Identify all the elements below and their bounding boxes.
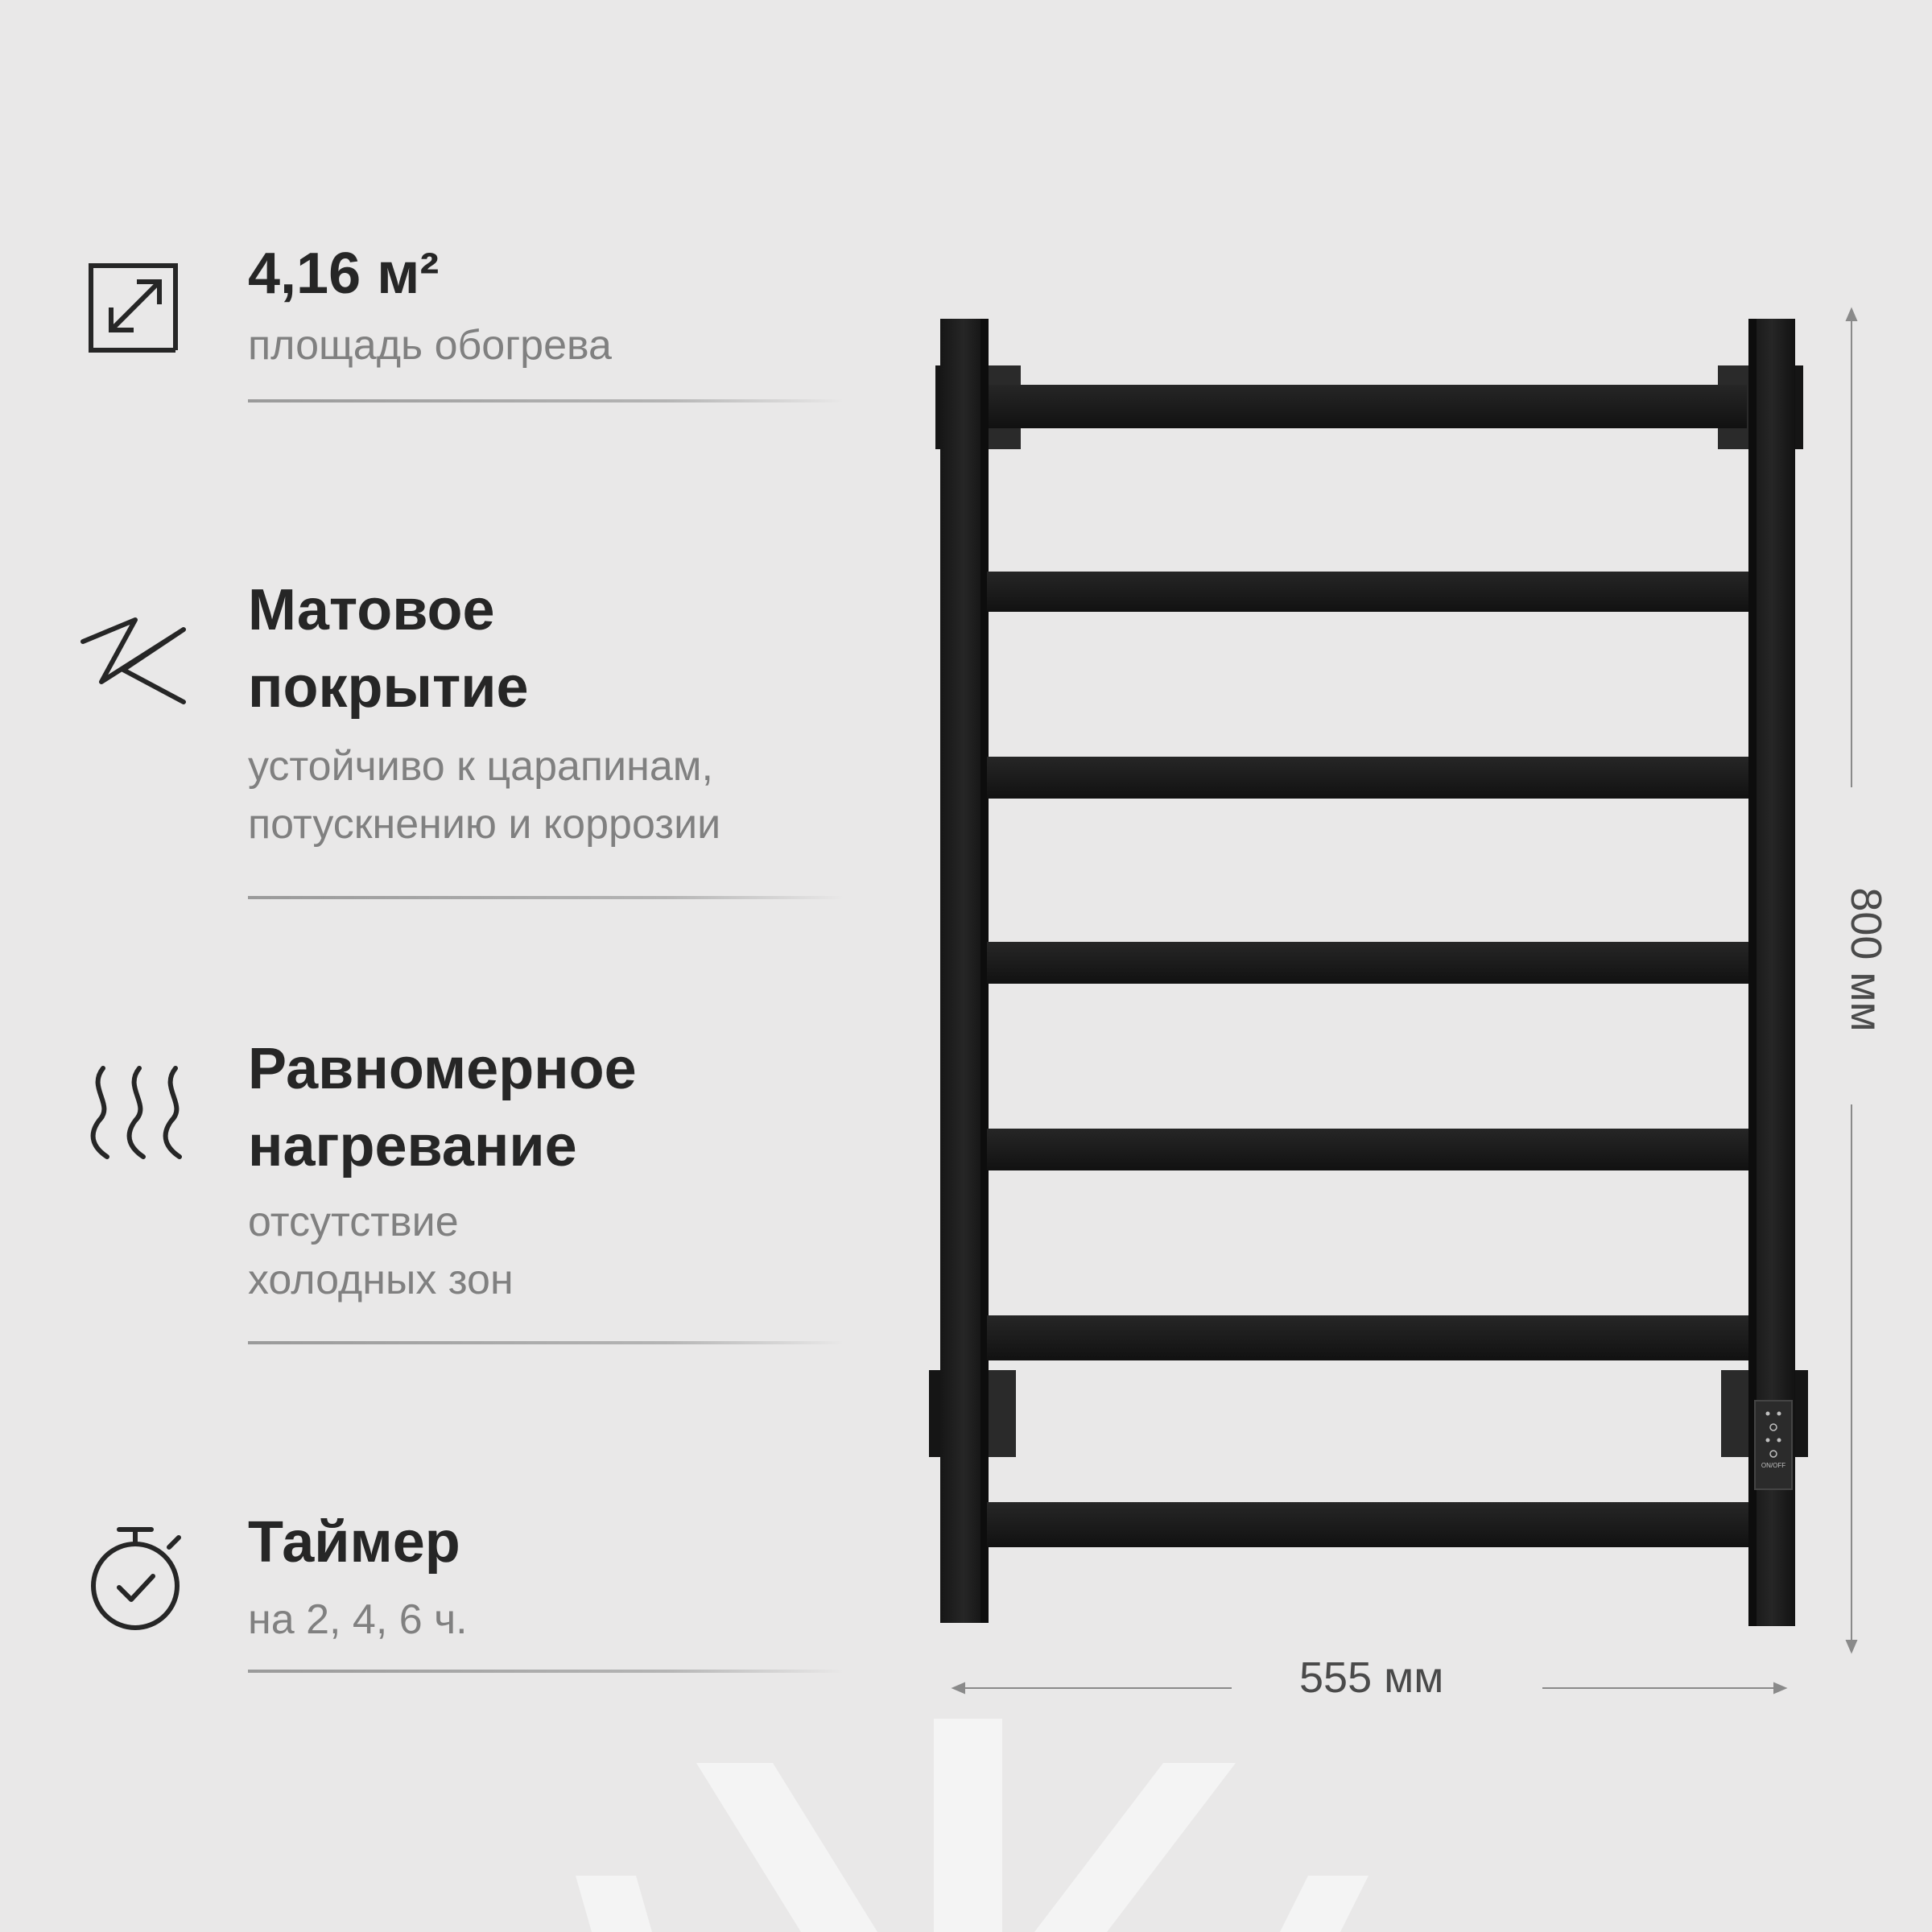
feature-subtitle: на 2, 4, 6 ч. xyxy=(248,1596,468,1643)
left-post xyxy=(940,319,987,1623)
width-label: 555 мм xyxy=(1299,1653,1444,1702)
feature-subtitle-line-1: отсутствие xyxy=(248,1199,459,1245)
rung xyxy=(987,1129,1748,1170)
control-panel xyxy=(1755,1401,1792,1489)
feature-subtitle: площадь обогрева xyxy=(248,322,612,369)
rung xyxy=(987,1315,1748,1360)
rung xyxy=(987,757,1748,799)
rung xyxy=(987,942,1748,984)
power-label: ON/OFF xyxy=(1761,1462,1786,1469)
feature-subtitle-line-1: устойчиво к царапинам, xyxy=(248,743,713,790)
rung xyxy=(987,572,1748,612)
height-label: 800 мм xyxy=(1842,887,1890,1032)
feature-subtitle-line-2: холодных зон xyxy=(248,1257,514,1303)
feature-title-line-1: Матовое xyxy=(248,578,495,642)
feature-title: 4,16 м² xyxy=(248,242,440,306)
feature-title-line-1: Равномерное xyxy=(248,1037,637,1101)
feature-title-line-2: нагревание xyxy=(248,1114,577,1179)
feature-title-line-2: покрытие xyxy=(248,655,529,720)
feature-title: Таймер xyxy=(248,1510,460,1575)
rung xyxy=(989,385,1747,428)
rung xyxy=(987,1502,1748,1547)
feature-subtitle-line-2: потускнению и коррозии xyxy=(248,801,721,848)
